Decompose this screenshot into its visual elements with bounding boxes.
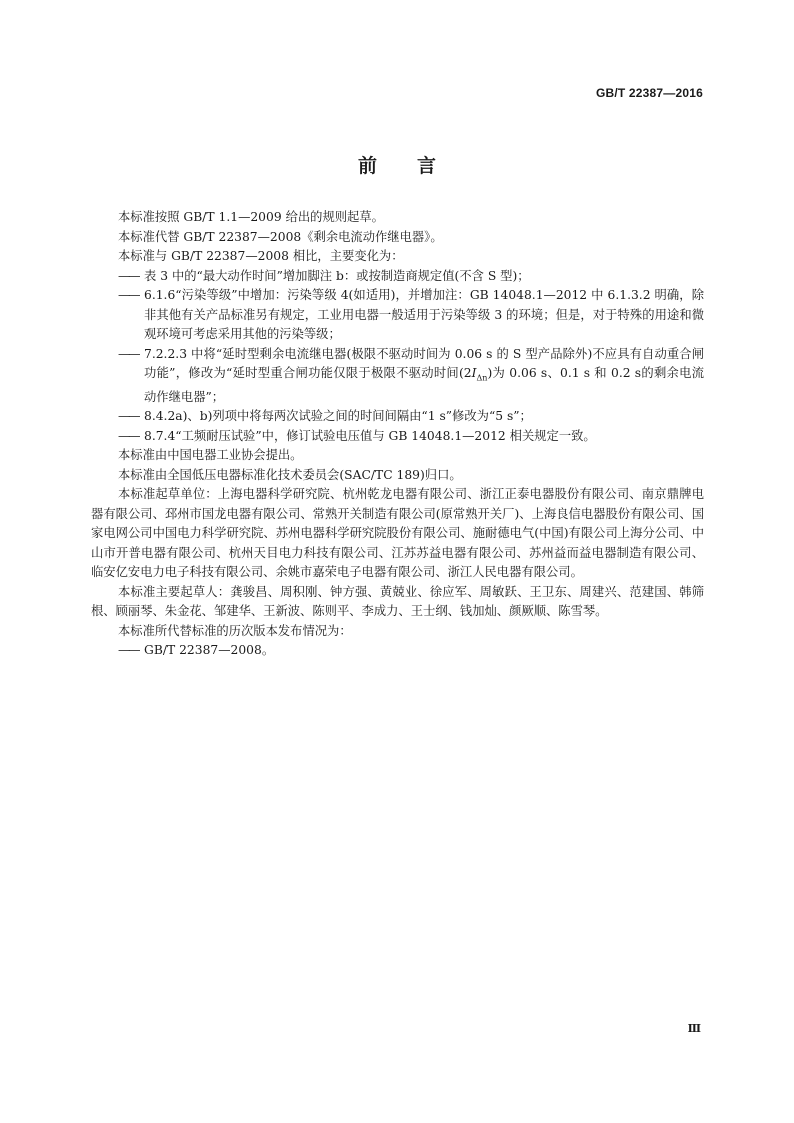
dash-marker: —— [118,643,139,658]
list-item-text: 表 3 中的“最大动作时间”增加脚注 b：或按制造商规定值(不含 S 型)； [144,268,530,283]
paragraph-proposed-by: 本标准由中国电器工业协会提出。 [118,448,303,463]
paragraph-history: 本标准所代替标准的历次版本发布情况为： [118,623,352,638]
drafters-text: 本标准主要起草人：龚骏昌、周积刚、钟方强、黄兢业、徐应军、周敏跃、王卫东、周建兴、范建国、韩筛根、顾丽琴、朱金花、邹建华、王新波、陈则平、李成力、王士纲、钱加灿、颜厥顺、陈雪琴。 [91,584,704,619]
standard-code: GB/T 22387—2016 [595,86,703,100]
title-char-1: 前 [357,155,377,177]
list-item [118,267,704,287]
paragraph-replaces: 本标准代替 GB/T 22387—2008《剩余电流动作继电器》。 [118,229,443,244]
list-item [118,641,704,661]
page-title [0,151,794,178]
list-item-text-part: )为 0.06 s、0.1 s 和 0.2 s的剩余电流动作继电器”； [144,366,704,404]
paragraph-drafting-units [91,485,704,583]
paragraph-changes-intro: 本标准与 GB/T 22387—2008 相比，主要变化为： [118,249,404,263]
title-char-2: 言 [417,155,437,177]
list-item-text-part: 7.2.2.3 中将“延时型剩余电流继电器(极限不驱动时间为 0.06 s 的 S 型产品除外)不应具有自动重合闸功能”，修改为“延时型重合闸功能仅限于极限不驱动时间(2 [144,346,704,380]
list-item [118,427,704,447]
list-item [118,286,704,345]
paragraph-drafters [91,583,704,622]
list-item [118,407,704,427]
paragraph-administered-by: 本标准由全国低压电器标准化技术委员会(SAC/TC 189)归口。 [118,467,462,482]
paragraph-drafting-rules: 本标准按照 GB/T 1.1—2009 给出的规则起草。 [118,210,384,224]
dash-marker: —— [118,288,139,302]
list-item-text: GB/T 22387—2008。 [144,643,275,658]
list-item-text: 8.4.2a)、b)列项中将每两次试验之间的时间间隔由“1 s”修改为“5 s”； [144,409,532,424]
list-item-text [144,347,704,404]
page-number: Ⅲ [687,1022,701,1035]
dash-marker: —— [118,346,139,361]
list-item [118,345,704,408]
list-item-text: 6.1.6“污染等级”中增加：污染等级 4(如适用)，并增加注：GB 14048.1—2012 中 6.1.3.2 明确，除非其他有关产品标准另有规定，工业用电器一般适用于污染等级 3 的环境；但是，对于特殊的用途和微观环境可考虑采用其他的污染等级； [144,288,704,341]
symbol-subscript: Δn [476,373,488,383]
dash-marker: —— [118,268,139,283]
symbol-current: I [471,366,477,380]
dash-marker: —— [118,428,139,443]
foreword-body [91,208,704,661]
list-item-text: 8.7.4“工频耐压试验”中，修订试验电压值与 GB 14048.1—2012 相关规定一致。 [144,428,596,443]
dash-marker: —— [118,409,139,424]
drafting-units-text: 本标准起草单位：上海电器科学研究院、杭州乾龙电器有限公司、浙江正泰电器股份有限公司、南京鼎牌电器有限公司、邳州市国龙电器有限公司、常熟开关制造有限公司(原常熟开关厂)、上海良信电器股份有限公司、国家电网公司中国电力科学研究院、苏州电器科学研究院股份有限公司、施耐德电气(中国)有限公司上海分公司、中山市开普电器有限公司、杭州天目电力科技有限公司、江苏苏益电器有限公司、苏州益而益电器制造有限公司、临安亿安电力电子科技有限公司、余姚市嘉荣电子电器有限公司、浙江人民电器有限公司。 [91,487,704,580]
